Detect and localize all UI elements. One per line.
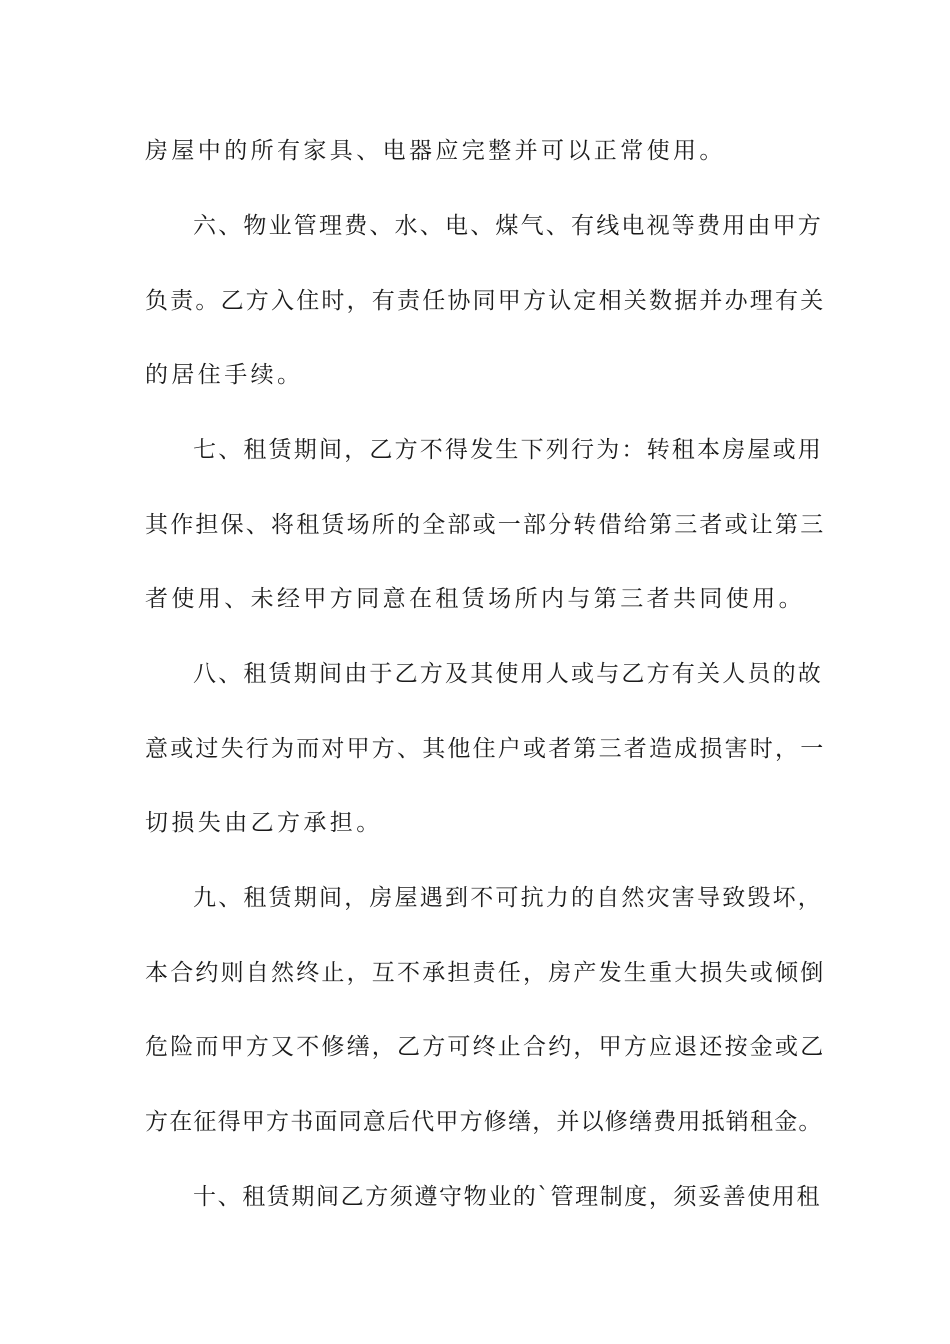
text-line: 房屋中的所有家具、电器应完整并可以正常使用。 xyxy=(145,138,726,164)
paragraph-10-line-1: 十、租赁期间乙方须遵守物业的`管理制度，须妥善使用租 xyxy=(193,1184,822,1210)
paragraph-6-line-1: 六、物业管理费、水、电、煤气、有线电视等费用由甲方 xyxy=(193,213,823,239)
text-line: 危险而甲方又不修缮，乙方可终止合约，甲方应退还按金或乙 xyxy=(145,1034,826,1060)
text-line: 方在征得甲方书面同意后代甲方修缮，并以修缮费用抵销租金。 xyxy=(145,1109,823,1135)
paragraph-8-line-1: 八、租赁期间由于乙方及其使用人或与乙方有关人员的故 xyxy=(193,661,823,687)
text-line: 其作担保、将租赁场所的全部或一部分转借给第三者或让第三 xyxy=(145,512,826,538)
paragraph-9-line-1: 九、租赁期间，房屋遇到不可抗力的自然灾害导致毁坏， xyxy=(193,885,823,911)
text-line: 负责。乙方入住时，有责任协同甲方认定相关数据并办理有关 xyxy=(145,288,826,314)
text-line: 本合约则自然终止，互不承担责任，房产发生重大损失或倾倒 xyxy=(145,960,826,986)
text-line: 的居住手续。 xyxy=(145,362,304,388)
text-line: 者使用、未经甲方同意在租赁场所内与第三者共同使用。 xyxy=(145,586,805,612)
text-line: 意或过失行为而对甲方、其他住户或者第三者造成损害时，一 xyxy=(145,736,826,762)
text-line: 切损失由乙方承担。 xyxy=(145,810,383,836)
paragraph-7-line-1: 七、租赁期间，乙方不得发生下列行为：转租本房屋或用 xyxy=(193,437,823,463)
